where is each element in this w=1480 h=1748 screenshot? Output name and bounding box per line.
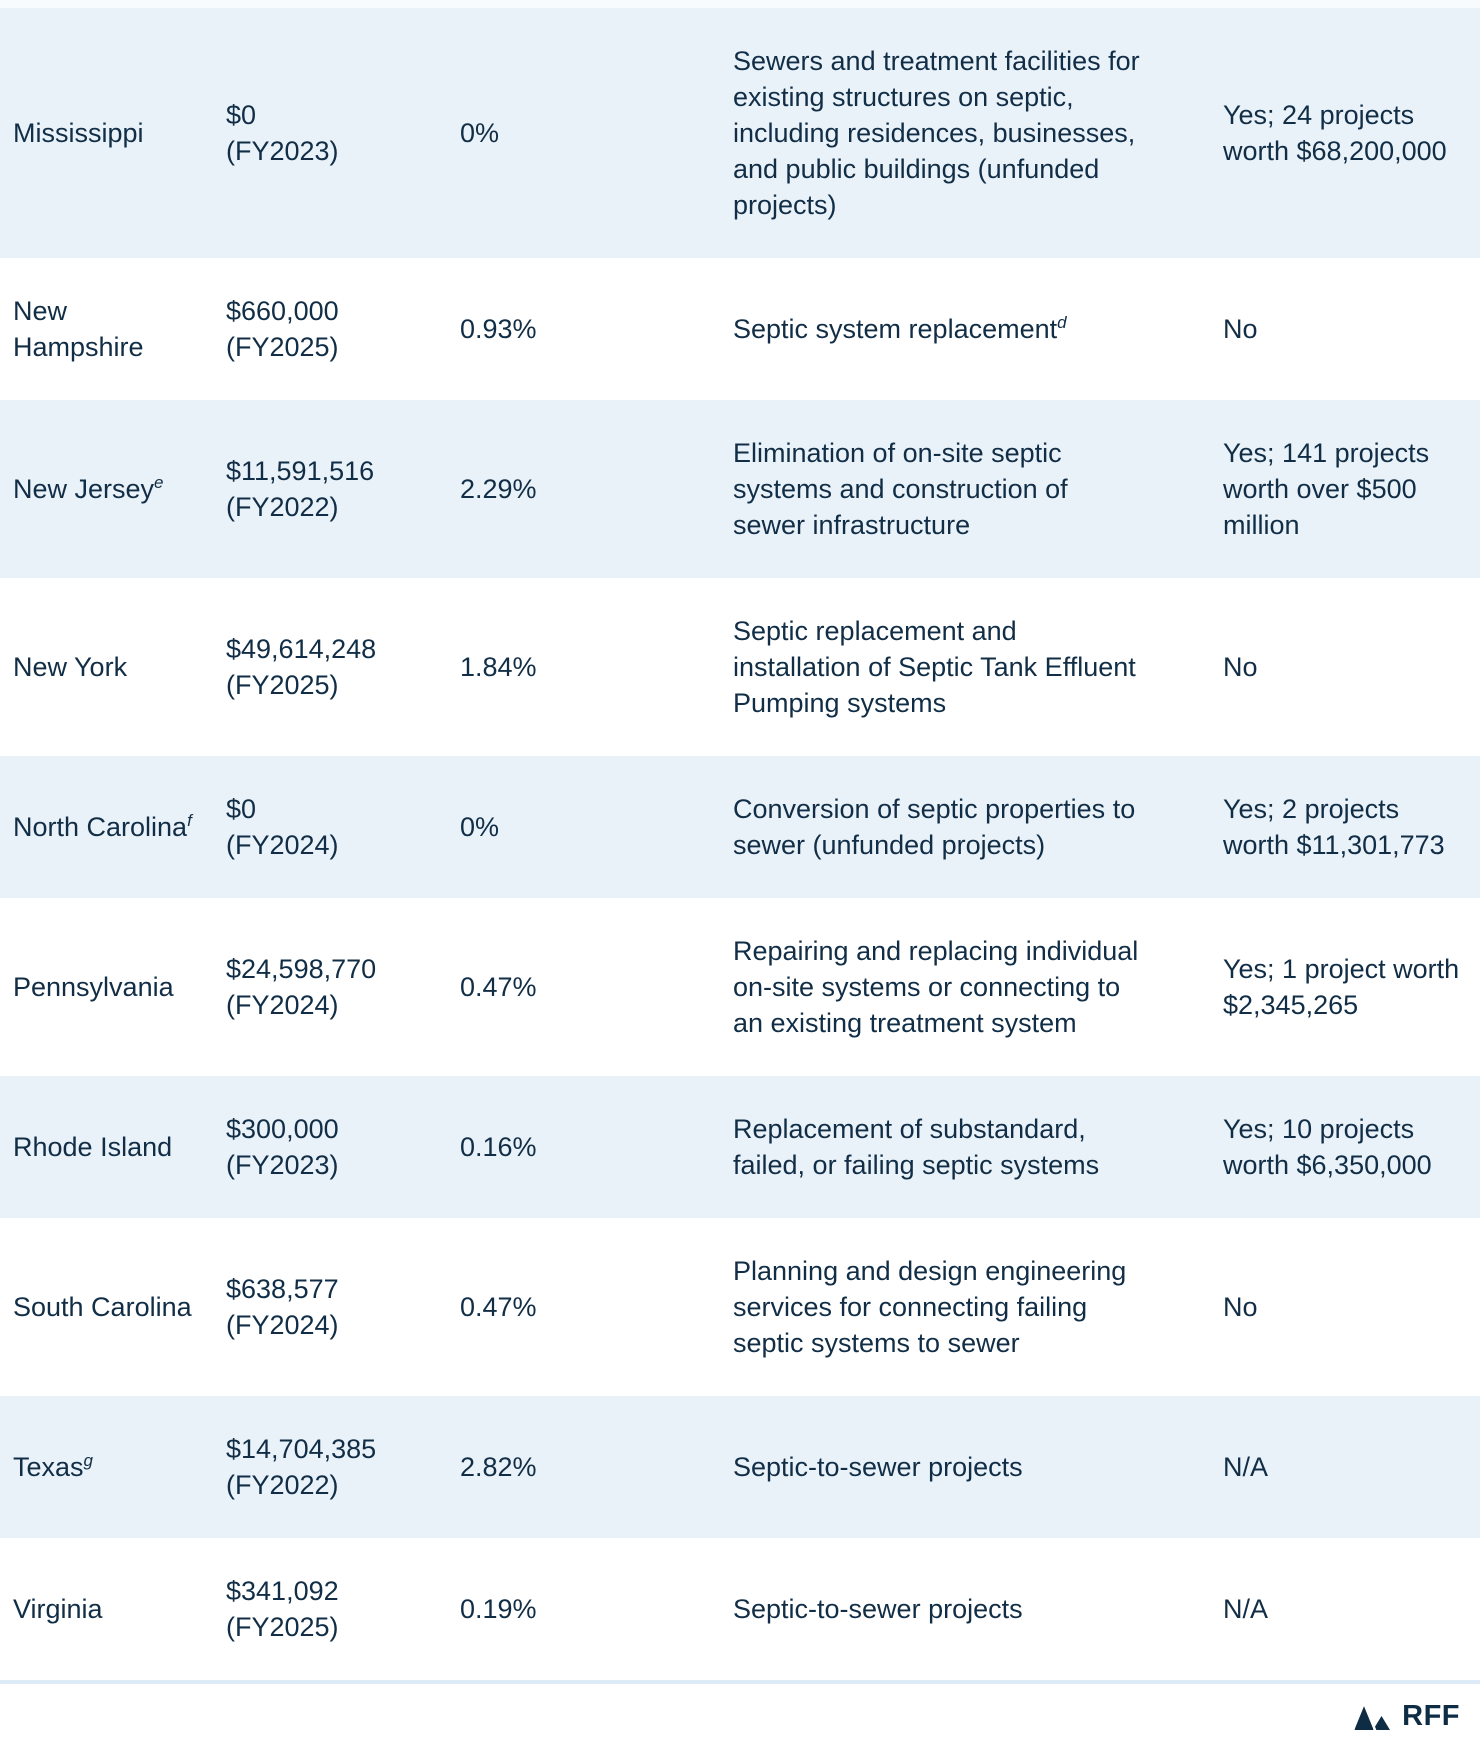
- state-cell: [0, 649, 212, 685]
- state-name: Mississippi: [13, 118, 144, 148]
- amount-value: $300,000: [226, 1114, 339, 1144]
- state-name: Rhode Island: [13, 1132, 173, 1162]
- percent-cell: [460, 1591, 732, 1627]
- state-name: Virginia: [13, 1594, 103, 1624]
- amount-cell: [212, 293, 460, 365]
- percent-cell: [460, 809, 732, 845]
- state-cell: [0, 1591, 212, 1627]
- projects-text: No: [1223, 314, 1258, 344]
- description-cell: [732, 933, 1223, 1041]
- percent-value: 0.93%: [460, 314, 537, 344]
- percent-value: 1.84%: [460, 652, 537, 682]
- percent-value: 0.47%: [460, 1292, 537, 1322]
- percent-value: 0.19%: [460, 1594, 537, 1624]
- projects-cell: [1223, 1591, 1480, 1627]
- table-row: [0, 1218, 1480, 1396]
- percent-cell: [460, 649, 732, 685]
- state-cell: [0, 1129, 212, 1165]
- description-text: Septic-to-sewer projects: [733, 1594, 1023, 1624]
- description-text: Conversion of septic properties to sewer (unfunded projects): [733, 794, 1136, 860]
- table-row: [0, 898, 1480, 1076]
- projects-cell: [1223, 97, 1480, 169]
- state-name: North Carolina: [13, 812, 188, 842]
- footer: [0, 1680, 1480, 1748]
- state-cell: [0, 115, 212, 151]
- amount-value: $14,704,385: [226, 1434, 377, 1464]
- amount-value: $0: [226, 100, 257, 130]
- percent-value: 0%: [460, 812, 500, 842]
- projects-cell: [1223, 649, 1480, 685]
- state-footnote-marker: g: [83, 1451, 94, 1470]
- amount-cell: [212, 453, 460, 525]
- amount-value: $11,591,516: [226, 456, 375, 486]
- description-cell: [732, 43, 1223, 223]
- percent-value: 2.82%: [460, 1452, 537, 1482]
- state-name: Texas: [13, 1452, 84, 1482]
- projects-text: Yes; 141 projects worth over $500 million: [1223, 438, 1430, 540]
- percent-cell: [460, 1289, 732, 1325]
- projects-text: Yes; 1 project worth $2,345,265: [1223, 954, 1460, 1020]
- rff-logo-text: RFF: [1402, 1700, 1460, 1732]
- amount-cell: [212, 1573, 460, 1645]
- description-text: Elimination of on-site septic systems and construction of sewer infrastructure: [733, 438, 1068, 540]
- state-cell: [0, 809, 212, 845]
- amount-cell: [212, 951, 460, 1023]
- table-row: [0, 258, 1480, 400]
- state-name: South Carolina: [13, 1292, 192, 1322]
- table-row: [0, 578, 1480, 756]
- state-cell: [0, 969, 212, 1005]
- state-cell: [0, 293, 212, 365]
- amount-value: $638,577: [226, 1274, 339, 1304]
- amount-cell: [212, 631, 460, 703]
- percent-cell: [460, 471, 732, 507]
- amount-value: $341,092: [226, 1576, 339, 1606]
- state-name: New York: [13, 652, 128, 682]
- projects-text: No: [1223, 652, 1258, 682]
- amount-cell: [212, 1111, 460, 1183]
- amount-value: $24,598,770: [226, 954, 377, 984]
- percent-value: 0.47%: [460, 972, 537, 1002]
- state-name: Pennsylvania: [13, 972, 174, 1002]
- rff-mountains-icon: [1353, 1702, 1393, 1730]
- amount-cell: [212, 791, 460, 863]
- description-text: Planning and design engineering services for connecting failing septic systems to sewer: [733, 1256, 1127, 1358]
- fiscal-year: (FY2022): [226, 1470, 339, 1500]
- percent-cell: [460, 1449, 732, 1485]
- description-cell: [732, 311, 1223, 347]
- table-top-edge: [0, 0, 1480, 8]
- description-text: Septic replacement and installation of Septic Tank Effluent Pumping systems: [733, 616, 1136, 718]
- fiscal-year: (FY2024): [226, 830, 339, 860]
- description-text: Sewers and treatment facilities for existing structures on septic, including residences, businesses, and public buildings (unfunded projects): [733, 46, 1140, 220]
- percent-value: 0.16%: [460, 1132, 537, 1162]
- description-footnote-marker: d: [1057, 313, 1067, 332]
- description-cell: [732, 1253, 1223, 1361]
- state-cell: [0, 471, 212, 507]
- percent-cell: [460, 1129, 732, 1165]
- state-footnote-marker: f: [187, 811, 192, 830]
- percent-cell: [460, 969, 732, 1005]
- projects-text: Yes; 2 projects worth $11,301,773: [1223, 794, 1445, 860]
- state-cell: [0, 1449, 212, 1485]
- table-row: [0, 1538, 1480, 1680]
- description-cell: [732, 1591, 1223, 1627]
- table-row: [0, 1076, 1480, 1218]
- description-text: Septic system replacement: [733, 314, 1058, 344]
- projects-text: N/A: [1223, 1594, 1269, 1624]
- projects-text: No: [1223, 1292, 1258, 1322]
- description-cell: [732, 1111, 1223, 1183]
- state-footnote-marker: e: [154, 473, 164, 492]
- description-text: Repairing and replacing individual on-site systems or connecting to an existing treatment system: [733, 936, 1139, 1038]
- amount-cell: [212, 1271, 460, 1343]
- projects-cell: [1223, 1289, 1480, 1325]
- fiscal-year: (FY2024): [226, 990, 339, 1020]
- rff-logo: [1353, 1698, 1460, 1734]
- state-funding-table: [0, 8, 1480, 1680]
- table-row: [0, 1396, 1480, 1538]
- table-row: [0, 8, 1480, 258]
- projects-cell: [1223, 951, 1480, 1023]
- projects-cell: [1223, 791, 1480, 863]
- description-cell: [732, 435, 1223, 543]
- percent-cell: [460, 115, 732, 151]
- fiscal-year: (FY2023): [226, 136, 339, 166]
- percent-value: 2.29%: [460, 474, 537, 504]
- table-row: [0, 400, 1480, 578]
- description-cell: [732, 791, 1223, 863]
- amount-value: $660,000: [226, 296, 339, 326]
- description-text: Septic-to-sewer projects: [733, 1452, 1023, 1482]
- amount-cell: [212, 97, 460, 169]
- projects-cell: [1223, 311, 1480, 347]
- projects-cell: [1223, 1111, 1480, 1183]
- state-name: New Hampshire: [13, 296, 144, 362]
- amount-cell: [212, 1431, 460, 1503]
- fiscal-year: (FY2024): [226, 1310, 339, 1340]
- state-cell: [0, 1289, 212, 1325]
- projects-cell: [1223, 1449, 1480, 1485]
- percent-value: 0%: [460, 118, 500, 148]
- description-cell: [732, 613, 1223, 721]
- fiscal-year: (FY2025): [226, 332, 339, 362]
- fiscal-year: (FY2022): [226, 492, 339, 522]
- percent-cell: [460, 311, 732, 347]
- projects-text: N/A: [1223, 1452, 1269, 1482]
- fiscal-year: (FY2025): [226, 1612, 339, 1642]
- state-name: New Jersey: [13, 474, 155, 504]
- projects-text: Yes; 10 projects worth $6,350,000: [1223, 1114, 1432, 1180]
- amount-value: $49,614,248: [226, 634, 377, 664]
- description-cell: [732, 1449, 1223, 1485]
- projects-text: Yes; 24 projects worth $68,200,000: [1223, 100, 1447, 166]
- fiscal-year: (FY2025): [226, 670, 339, 700]
- amount-value: $0: [226, 794, 257, 824]
- fiscal-year: (FY2023): [226, 1150, 339, 1180]
- projects-cell: [1223, 435, 1480, 543]
- table-row: [0, 756, 1480, 898]
- description-text: Replacement of substandard, failed, or failing septic systems: [733, 1114, 1100, 1180]
